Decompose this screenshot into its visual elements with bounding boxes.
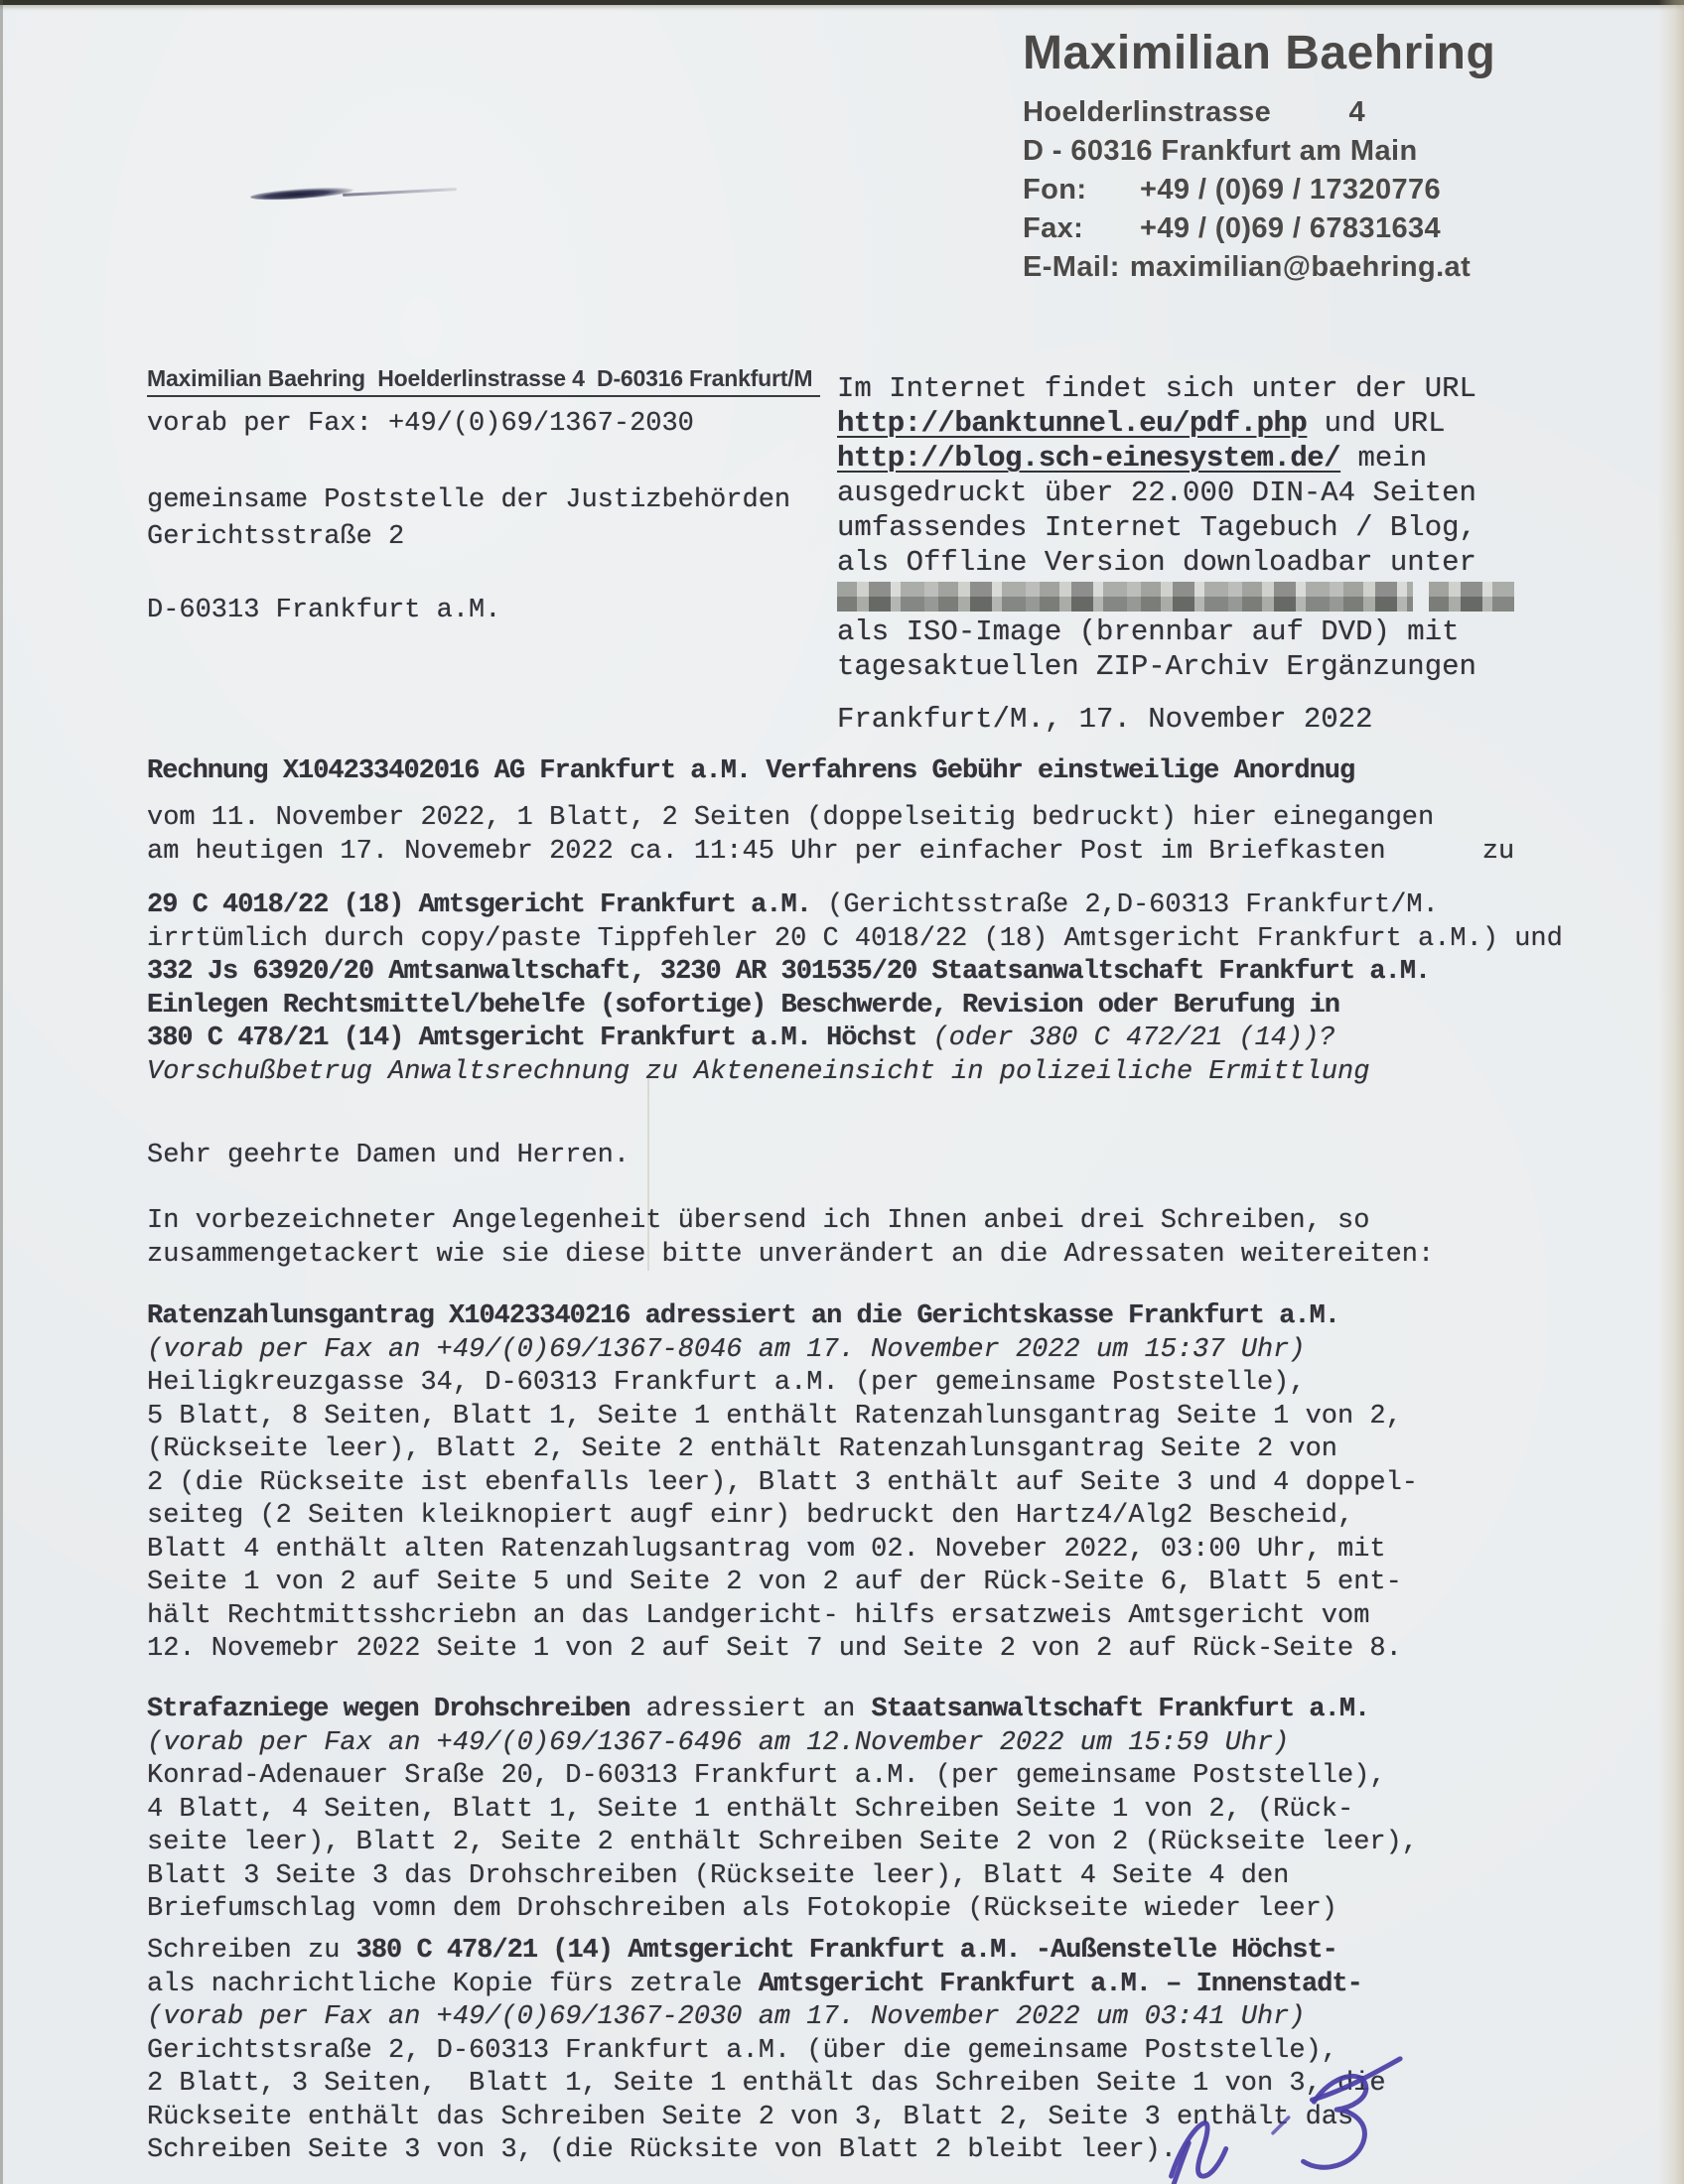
letterhead-street: Hoelderlinstrasse <box>1023 96 1272 128</box>
text-line: umfassendes Internet Tagebuch / Blog, <box>837 511 1476 544</box>
recipient-line: Gerichtsstraße 2 <box>147 522 405 552</box>
text-line: Schreiben Seite 3 von 3, (die Rücksite von Blatt 2 bleibt leer). <box>147 2135 1177 2165</box>
text-line: 12. Novemebr 2022 Seite 1 von 2 auf Seit 7 und Seite 2 von 2 auf Rück-Seite 8. <box>147 1634 1402 1664</box>
text-line: In vorbezeichneter Angelegenheit übersend ich Ihnen anbei drei Schreiben, so <box>147 1206 1370 1236</box>
text-line: 4 Blatt, 4 Seiten, Blatt 1, Seite 1 enthält Schreiben Seite 1 von 2, (Rück- <box>147 1794 1354 1825</box>
text-line: Rückseite enthält das Schreiben Seite 2 von 3, Blatt 2, Seite 3 enthält das <box>147 2102 1354 2132</box>
letterhead <box>1023 28 1554 287</box>
text-line: (vorab per Fax an +49/(0)69/1367-8046 am 17. November 2022 um 15:37 Uhr) <box>147 1334 1306 1365</box>
text-line: Heiligkreuzgasse 34, D-60313 Frankfurt a.M. (per gemeinsame Poststelle), <box>147 1368 1306 1398</box>
fon-label: Fon: <box>1023 174 1087 205</box>
recipient-address <box>147 482 790 629</box>
text-line: ausgedruckt über 22.000 DIN-A4 Seiten <box>837 477 1476 509</box>
letterhead-email-row <box>1023 248 1554 287</box>
text-line: Ratenzahlunsgantrag X10423340216 adressiert an die Gerichtskasse Frankfurt a.M. <box>147 1301 1340 1331</box>
text-line: (vorab per Fax an +49/(0)69/1367-6496 am 12.November 2022 um 15:59 Uhr) <box>147 1727 1290 1758</box>
pixelated-redaction <box>1429 582 1514 612</box>
text-line: am heutigen 17. Novemebr 2022 ca. 11:45 Uhr per einfacher Post im Briefkasten zu <box>147 837 1515 867</box>
case-references-block <box>147 889 1563 1089</box>
text-line: irrtümlich durch copy/paste Tippfehler 20 C 4018/22 (18) Amtsgericht Frankfurt a.M.) und <box>147 923 1563 954</box>
scan-edge-right-artifact <box>1658 0 1684 2184</box>
intro-paragraph <box>147 1204 1557 1272</box>
recipient-line: gemeinsame Poststelle der Justizbehörden <box>147 485 791 515</box>
text-line: seite leer), Blatt 2, Seite 2 enthält Schreiben Seite 2 von 2 (Rückseite leer), <box>147 1828 1419 1857</box>
letterhead-fax-row <box>1023 209 1554 248</box>
fon-number: +49 / (0)69 / 17320776 <box>1140 174 1442 205</box>
text-line: Blatt 3 Seite 3 das Drohschreiben (Rückseite leer), Blatt 4 Seite 4 den <box>147 1860 1290 1891</box>
text-line: als nachrichtliche Kopie fürs zetrale Amtsgericht Frankfurt a.M. – Innenstadt- <box>147 1969 1362 1999</box>
text-line: 2 Blatt, 3 Seiten, Blatt 1, Seite 1 enthält das Schreiben Seite 1 von 3, die <box>147 2069 1386 2099</box>
text-line: (Rückseite leer), Blatt 2, Seite 2 enthält Ratenzahlunsgantrag Seite 2 von <box>147 1434 1337 1464</box>
handwritten-signature <box>1104 2047 1442 2184</box>
text-line: tagesaktuellen ZIP-Archiv Ergänzungen <box>837 650 1476 683</box>
text-line: als Offline Version downloadbar unter <box>837 546 1476 579</box>
text-line: vom 11. November 2022, 1 Blatt, 2 Seiten (doppelseitig bedruckt) hier einegangen <box>147 803 1435 833</box>
scan-edge-top-artifact <box>0 0 1684 5</box>
text-line: Vorschußbetrug Anwaltsrechnung zu Akteneneinsicht in polizeiliche Ermittlung <box>147 1056 1370 1087</box>
text-line: hält Rechtmittsshcriebn an das Landgericht- hilfs ersatzweis Amtsgericht vom <box>147 1600 1370 1631</box>
text-line: Konrad-Adenauer Sraße 20, D-60313 Frankfurt a.M. (per gemeinsame Poststelle), <box>147 1761 1386 1791</box>
ink-smudge-artifact <box>250 185 353 202</box>
text-line: 2 (die Rückseite ist ebenfalls leer), Blatt 3 enthält auf Seite 3 und 4 doppel- <box>147 1467 1419 1498</box>
text-line: Sehr geehrte Damen und Herren. <box>147 1141 631 1170</box>
text-line: (vorab per Fax an +49/(0)69/1367-2030 am 17. November 2022 um 03:41 Uhr) <box>147 2002 1306 2032</box>
internet-note-column <box>837 371 1514 684</box>
letterhead-street-row <box>1023 93 1365 132</box>
text-line: seiteg (2 Seiten kleiknopiert augf einr) bedruckt den Hartz4/Alg2 Bescheid, <box>147 1501 1354 1531</box>
text-line: Im Internet findet sich unter der URL <box>837 372 1476 405</box>
recipient-line: D-60313 Frankfurt a.M. <box>147 596 501 625</box>
pixelated-redaction <box>837 582 1413 612</box>
letterhead-street-number: 4 <box>1348 96 1365 128</box>
scan-edge-left-artifact <box>0 0 3 2184</box>
recipient-spacer <box>147 556 790 593</box>
ink-smudge-tail-artifact <box>343 188 457 197</box>
letterhead-fon-row <box>1023 171 1554 209</box>
text-line: 380 C 478/21 (14) Amtsgericht Frankfurt a.M. Höchst (oder 380 C 472/21 (14))? <box>147 1024 1335 1053</box>
text-line: 5 Blatt, 8 Seiten, Blatt 1, Seite 1 enthält Ratenzahlunsgantrag Seite 1 von 2, <box>147 1401 1402 1432</box>
fax-number: +49 / (0)69 / 67831634 <box>1140 212 1442 244</box>
place-date-line: Frankfurt/M., 17. November 2022 <box>837 703 1373 736</box>
salutation <box>147 1140 1557 1173</box>
text-line: 29 C 4018/22 (18) Amtsgericht Frankfurt a.M. (Gerichtsstraße 2,D-60313 Frankfurt/M. <box>147 890 1439 920</box>
email-label: E-Mail: <box>1023 251 1120 283</box>
text-line: Strafazniege wegen Drohschreiben adressiert an Staatsanwaltschaft Frankfurt a.M. <box>147 1695 1370 1724</box>
sender-return-address-line: Maximilian Baehring Hoelderlinstrasse 4 D-60316 Frankfurt/M <box>147 365 820 397</box>
text-line: http://banktunnel.eu/pdf.php und URL <box>837 407 1446 440</box>
text-line: zusammengetackert wie sie diese bitte unverändert an die Adressaten weitereiten: <box>147 1240 1435 1270</box>
text-line: http://blog.sch-einesystem.de/ mein <box>837 442 1428 475</box>
fax-advance-note: vorab per Fax: +49/(0)69/1367-2030 <box>147 409 694 439</box>
fax-label: Fax: <box>1023 212 1084 244</box>
subject-block <box>147 754 1557 869</box>
text-line: Blatt 4 enthält alten Ratenzahlugsantrag vom 02. Noveber 2022, 03:00 Uhr, mit <box>147 1534 1386 1565</box>
letterhead-city: D - 60316 Frankfurt am Main <box>1023 135 1418 167</box>
text-line: Schreiben zu 380 C 478/21 (14) Amtsgericht Frankfurt a.M. -Außenstelle Höchst- <box>147 1936 1337 1966</box>
text-line: als ISO-Image (brennbar auf DVD) mit <box>837 615 1460 648</box>
text-line: Einlegen Rechtsmittel/behelfe (sofortige) Beschwerde, Revision oder Berufung in <box>147 990 1340 1021</box>
text-line: Seite 1 von 2 auf Seite 5 und Seite 2 von 2 auf der Rück-Seite 6, Blatt 5 ent- <box>147 1568 1402 1597</box>
enclosure-2-paragraph <box>147 1694 1557 1927</box>
text-line: 332 Js 63920/20 Amtsanwaltschaft, 3230 AR 301535/20 Staatsanwaltschaft Frankfurt a.M. <box>147 957 1431 987</box>
text-line: Rechnung X104233402016 AG Frankfurt a.M. Verfahrens Gebühr einstweilige Anordnug <box>147 756 1355 786</box>
text-line: Gerichtstsraße 2, D-60313 Frankfurt a.M. (über die gemeinsame Poststelle), <box>147 2035 1337 2066</box>
redacted-url-line <box>837 580 1514 614</box>
letterhead-name: Maximilian Baehring <box>1023 27 1496 79</box>
enclosure-1-paragraph <box>147 1300 1557 1667</box>
text-line: Briefumschlag vomn dem Drohschreiben als Fotokopie (Rückseite wieder leer) <box>147 1894 1337 1924</box>
email-address: maximilian@baehring.at <box>1129 251 1472 283</box>
